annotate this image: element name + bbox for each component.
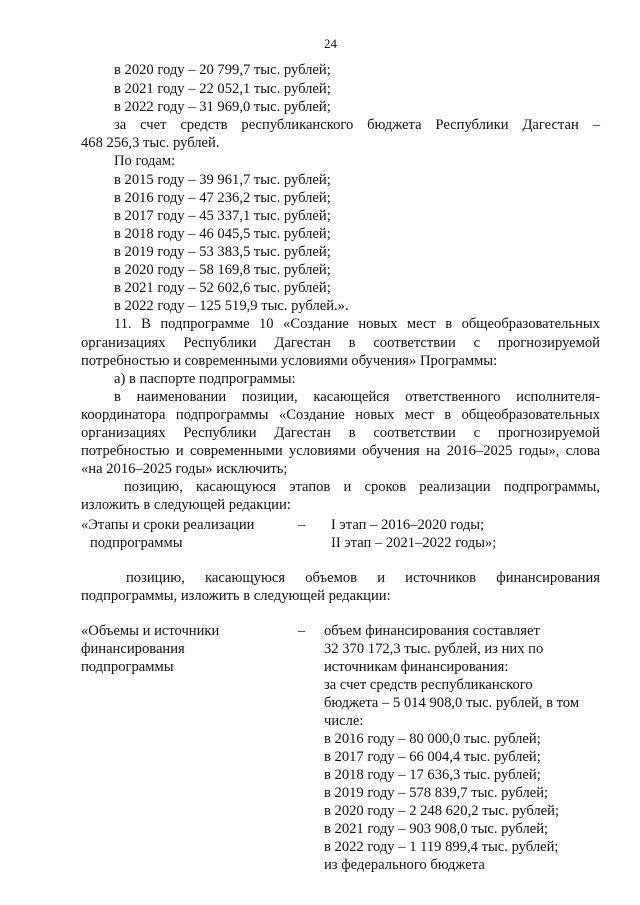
funding-value: в 2016 году – 80 000,0 тыс. рублей; <box>324 731 541 747</box>
text-line: 11. В подпрограмме 10 «Создание новых мест в общеобразовательных <box>114 316 600 332</box>
funding-value: в 2019 году – 578 839,7 тыс. рублей; <box>324 785 549 801</box>
text-line: потребностью и современными условиями обучения на 2016–2025 годы», слова <box>81 443 600 459</box>
text-line: в наименовании позиции, касающейся ответственного исполнителя- <box>114 389 600 405</box>
funding-value: бюджета – 5 014 908,0 тыс. рублей, в том <box>324 695 580 711</box>
stages-dash: – <box>298 517 306 533</box>
funding-label: финансирования <box>81 641 185 657</box>
funding-value: в 2018 году – 17 636,3 тыс. рублей; <box>324 767 541 783</box>
text-line: 468 256,3 тыс. рублей. <box>81 135 220 151</box>
stages-value: I этап – 2016–2020 годы; <box>331 517 485 533</box>
text-line: в 2019 году – 53 383,5 тыс. рублей; <box>114 244 331 260</box>
text-line: в 2017 году – 45 337,1 тыс. рублей; <box>114 208 331 224</box>
funding-value: 32 370 172,3 тыс. рублей, из них по <box>324 641 544 657</box>
page-number: 24 <box>324 36 337 51</box>
text-line: в 2020 году – 20 799,7 тыс. рублей; <box>114 62 331 78</box>
funding-value: в 2017 году – 66 004,4 тыс. рублей; <box>324 749 541 765</box>
text-line: «на 2016–2025 годы» исключить; <box>81 461 288 477</box>
stages-label: «Этапы и сроки реализации <box>81 517 255 533</box>
text-line: в 2021 году – 52 602,6 тыс. рублей; <box>114 280 331 296</box>
text-line: подпрограммы, изложить в следующей редакции: <box>81 588 391 604</box>
text-line: в 2018 году – 46 045,5 тыс. рублей; <box>114 226 331 242</box>
funding-label: подпрограммы <box>81 659 174 675</box>
stages-value: II этап – 2021–2022 годы»; <box>331 535 497 551</box>
stages-label: подпрограммы <box>90 535 183 551</box>
text-line: изложить в следующей редакции: <box>81 497 291 513</box>
text-line: координатора подпрограммы «Создание новых мест в общеобразовательных <box>81 407 600 423</box>
text-line: позицию, касающуюся этапов и сроков реализации подпрограммы, <box>124 479 600 495</box>
funding-dash: – <box>298 623 306 639</box>
text-line: организациях Республики Дагестан в соответствии с прогнозируемой <box>81 335 600 351</box>
text-line: в 2022 году – 125 519,9 тыс. рублей.». <box>114 298 349 314</box>
text-line: за счет средств республиканского бюджета Республики Дагестан – <box>114 117 600 133</box>
funding-value: объем финансирования составляет <box>324 623 540 639</box>
text-line: позицию, касающуюся объемов и источников финансирования <box>126 570 600 586</box>
text-line: в 2020 году – 58 169,8 тыс. рублей; <box>114 262 331 278</box>
text-line: организациях Республики Дагестан в соответствии с прогнозируемой <box>81 425 600 441</box>
text-line: в 2022 году – 31 969,0 тыс. рублей; <box>114 99 331 115</box>
text-line: По годам: <box>114 153 176 169</box>
text-line: потребностью и современными условиями обучения» Программы: <box>81 353 498 369</box>
funding-label: «Объемы и источники <box>81 623 220 639</box>
funding-value: в 2020 году – 2 248 620,2 тыс. рублей; <box>324 803 560 819</box>
funding-value: из федерального бюджета <box>324 857 485 873</box>
funding-value: источникам финансирования: <box>324 659 509 675</box>
text-line: в 2016 году – 47 236,2 тыс. рублей; <box>114 190 331 206</box>
funding-value: за счет средств республиканского <box>324 677 533 693</box>
text-line: в 2021 году – 22 052,1 тыс. рублей; <box>114 81 331 97</box>
funding-value: в 2021 году – 903 908,0 тыс. рублей; <box>324 821 549 837</box>
text-line: а) в паспорте подпрограммы: <box>114 371 296 387</box>
funding-value: числе: <box>324 713 364 729</box>
funding-value: в 2022 году – 1 119 899,4 тыс. рублей; <box>324 839 559 855</box>
text-line: в 2015 году – 39 961,7 тыс. рублей; <box>114 172 331 188</box>
